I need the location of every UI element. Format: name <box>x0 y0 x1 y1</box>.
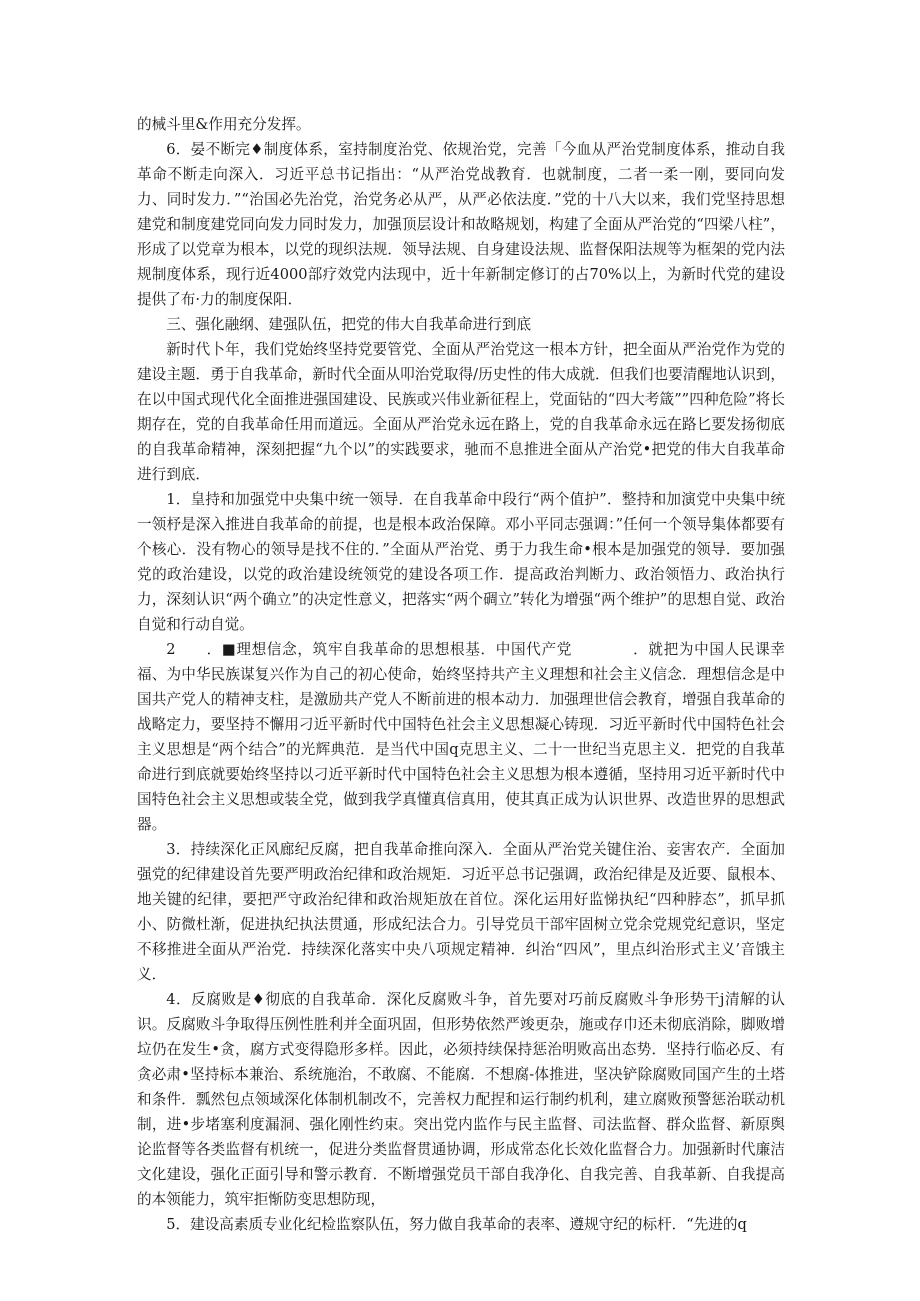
paragraph-item-6: 6．晏不断完♦制度体系，室持制度治党、依规治党，完善「今血从严治党制度体系，推动自我革命不断走向深入．习近平总书记指出：“从严治党战教育．也就制度，二者一柔一刚，要同向发力、同时发力．”“治国必先治党，治党务必从严，从严必依法度．”党的十八大以来，我们党坚持思想建党和制度建党同向发力同时发力，加强顶层设计和故略规划，构建了全面从严治党的“四梁八柱”，形成了以党章为根本，以党的现织法规．领导法规、自身建设法规、监督保阳法规等为框架的党内法规制度体系，现行近4000部疗效党内法现中，近十年新制定修订的占70%以上，为新时代党的建设提供了布·力的制度保阳． <box>137 141 785 308</box>
section-heading-3: 三、强化融纲、建强队伍，把党的伟大自我革命进行到底 <box>166 316 532 333</box>
document-page <box>137 112 785 1237</box>
paragraph-item-2: 2 ．■理想信念，筑牢自我革命的思想根基．中国代产党 ．就把为中国人民课幸福、为中华民族谋复兴作为自己的初心使命，始终坚持共产主义理想和社会主义信念．理想信念是中国共产党人的精神支柱，是激励共产党人不断前进的根本动力．加强理世信会教育，增强自我革命的战略定力，要坚持不懈用刁近平新时代中国特色社会主义思想凝心铸现．习近平新时代中国特色社会主义思想是“两个结合”的光辉典范．是当代中国q克思主义、二十一世纪当克思主义．把党的自我革命进行到底就要始终坚持以刁近平新时代中国特色社会主义思想为根本遵循，坚持用习近平新时代中国特色社会主义思想或装全党，做到我学真懂真信真用，使其真正成为认识世界、改造世界的思想武器。 <box>137 641 785 833</box>
paragraph-continuation: 的械斗里&作用充分发挥。 <box>137 116 311 133</box>
paragraph-item-1: 1．皇持和加强党中央集中统一领导．在自我革命中段行“两个值护”．整持和加演党中央集中统一领杼是深入推进自我革命的前提，也是根本政治保障。邓小平同志强调：”任何一个领导集体都要有个核心．没有物心的领导是找不住的．”全面从严治党、勇于力我生命•根本是加强党的领导．要加强党的政治建设，以党的政治建设统领党的建设各项工作．提高政治判断力、政治领悟力、政治执行力，深刻认识“两个确立”的决定性意义，把落实“两个碉立”转化为增强“两个维护”的思想自觉、政治自觉和行动自觉。 <box>137 491 785 633</box>
paragraph-item-3: 3．持续深化正风廊纪反腐，把自我革命推向深入．全面从严治党关键住治、妾害农产．全面加强党的纪律建设首先要严明政治纪律和政治规矩．习近平总书记强调，政治纪律是及近要、鼠根本、地关键的纪律，要把严守政治纪律和政治规矩放在首位。深化运用好监悌执纪“四种脖态”，抓早抓小、防微杜渐，促进执纪执法贯通，形成纪法合力。引导党员干部牢固树立党余党规党纪意识，坚定不移推进全面从严治党．持续深化落实中央八项规定精神．纠治“四风”，里点纠治形式主义’音饿主义． <box>137 841 785 983</box>
paragraph-item-4: 4．反腐败是♦彻底的自我革命．深化反腐败斗争，首先要对巧前反腐败斗争形势干j清解的认识。反腐败斗争取得压例性胜利并全面巩固，但形势依然严竣更杂，施或存巾还未彻底消除，脚败增垃仍在发生•贪，腐方式变得隐形多样。因此，必须持续保持惩治明败高出态势．坚持行临必反、有贪必肃•坚持标本兼治、系统施治，不敢腐、不能腐．不想腐-体推进，坚决铲除腐败同国产生的土塔和条件．瓢然包点领域深化体制机制改不，完善权力配捏和运行制约机利，建立腐败预警惩治联动机制，进•步堵塞利度漏洞、强化刚性约束。突出党内监作与民主监督、司法监督、群众监督、新原舆论监督等各类监督有机统一，促进分类监督贯通协调，形成常态化长效化监督合力。加强新时代廉洁文化建设，强化正面引导和警示教育．不断增强党员干部自我净化、自我完善、自我革新、自我提高的本领能力，筑牢拒惭防变思想防现， <box>137 991 785 1208</box>
paragraph-section-intro: 新时代卜年，我们党始终坚持党要管党、全面从严治党这一根本方针，把全面从严治党作为党的建设主题．勇于自我革命，新时代全面从叩治党取得/历史性的伟大成就．但我们也要清醒地认识到，在以中国式现代化全面推进强国建设、民族或兴伟业新征程上，党面钻的“四大考箴””四种危险”将长期存在，党的自我革命任用而道远。全面从严治党永远在路上，党的自我革命永远在路匕要发扬彻底的自我革命精神，深刻把握“九个以”的实践要求，驰而不息推进全面从产治党•把党的伟大自我革命进行到底． <box>137 341 785 483</box>
paragraph-item-5: 5．建设高素质专业化纪检监察队伍，努力做自我革命的表率、遵规守纪的标杆．“先进的q <box>166 1216 747 1233</box>
